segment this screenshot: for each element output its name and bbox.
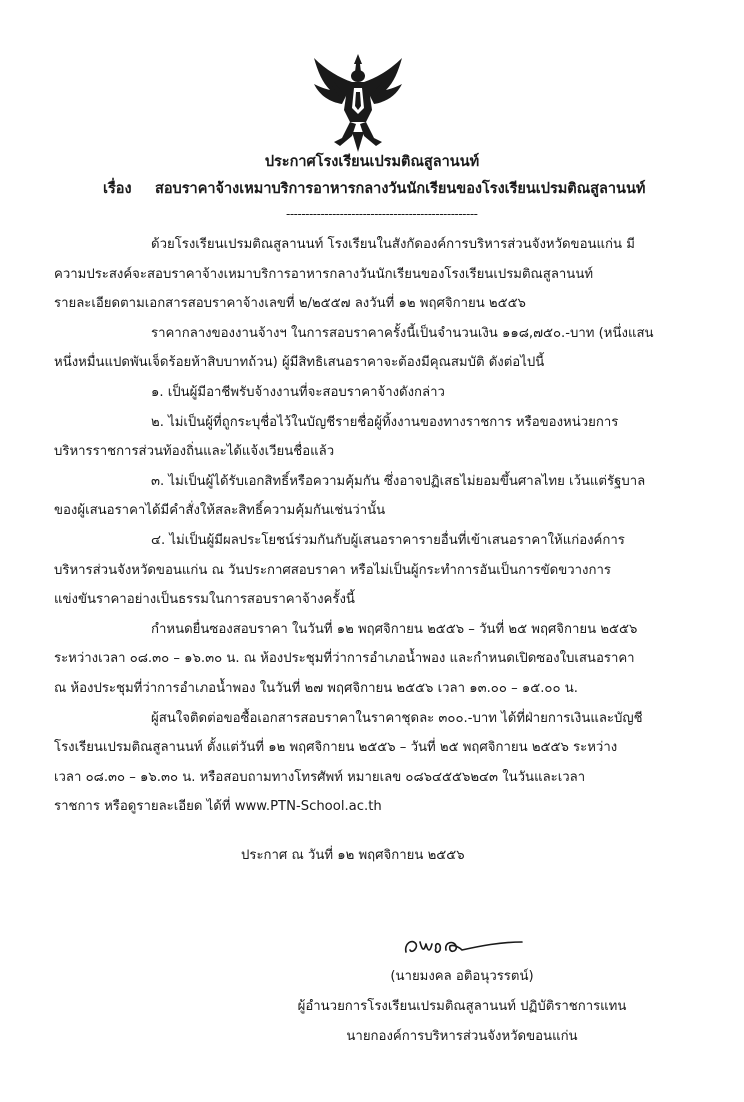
garuda-emblem-icon — [312, 52, 404, 152]
body-line: กำหนดยื่นซองสอบราคา ในวันที่ ๑๒ พฤศจิกายน ๒๕๕๖ – วันที่ ๒๕ พฤศจิกายน ๒๕๕๖ — [151, 621, 638, 637]
body-line: ราคากลางของงานจ้างฯ ในการสอบราคาครั้งนี้เป็นจำนวนเงิน ๑๑๘,๗๕๐.-บาท (หนึ่งแสน — [151, 325, 654, 341]
body-line: ความประสงค์จะสอบราคาจ้างเหมาบริการอาหารกลางวันนักเรียนของโรงเรียนเปรมติณสูลานนท์ — [54, 266, 594, 282]
body-line: ๓. ไม่เป็นผู้ได้รับเอกสิทธิ์หรือความคุ้มกัน ซึ่งอาจปฏิเสธไม่ยอมขึ้นศาลไทย เว้นแต่รัฐบาล — [151, 473, 646, 489]
body-line: แข่งขันราคาอย่างเป็นธรรมในการสอบราคาจ้างครั้งนี้ — [54, 592, 355, 608]
body-line: ด้วยโรงเรียนเปรมติณสูลานนท์ โรงเรียนในสังกัดองค์การบริหารส่วนจังหวัดขอนแก่น มี — [151, 237, 635, 252]
body-line: บริหารส่วนจังหวัดขอนแก่น ณ วันประกาศสอบราคา หรือไม่เป็นผู้กระทำการอันเป็นการขัดขวางการ — [54, 562, 611, 578]
body-line: หนึ่งหมื่นแปดพันเจ็ดร้อยห้าสิบบาทถ้วน) ผู้มีสิทธิเสนอราคาจะต้องมีคุณสมบัติ ดังต่อไปนี้ — [54, 355, 545, 371]
signer-title-2: นายกองค์การบริหารส่วนจังหวัดขอนแก่น — [346, 1029, 578, 1044]
announcement-date: ประกาศ ณ วันที่ ๑๒ พฤศจิกายน ๒๕๕๖ — [241, 848, 465, 863]
body-line: ณ ห้องประชุมที่ว่าการอำเภอน้ำพอง ในวันที่ ๒๗ พฤศจิกายน ๒๕๕๖ เวลา ๑๓.๐๐ – ๑๕.๐๐ น. — [54, 680, 578, 696]
document-body — [54, 230, 694, 822]
body-line: ราชการ หรือดูรายละเอียด ได้ที่ www.PTN-School.ac.th — [54, 799, 382, 815]
body-line: ผู้สนใจติดต่อขอซื้อเอกสารสอบราคาในราคาชุดละ ๓๐๐.-บาท ได้ที่ฝ่ายการเงินและบัญชี — [151, 710, 643, 726]
subject-label: เรื่อง — [103, 181, 132, 197]
signer-title-1: ผู้อำนวยการโรงเรียนเปรมติณสูลานนท์ ปฏิบัติราชการแทน — [297, 999, 627, 1014]
signature-block — [0, 962, 744, 1052]
body-line: เวลา ๐๘.๓๐ – ๑๖.๓๐ น. หรือสอบถามทางโทรศัพท์ หมายเลข ๐๘๖๔๕๕๖๒๔๓ ในวันและเวลา — [54, 769, 586, 785]
body-line: ๑. เป็นผู้มีอาชีพรับจ้างงานที่จะสอบราคาจ้างดังกล่าว — [151, 384, 445, 400]
body-line: ของผู้เสนอราคาได้มีคำสั่งให้สละสิทธิ์ความคุ้มกันเช่นว่านั้น — [54, 503, 386, 519]
signature-mark — [400, 930, 525, 962]
signer-name: (นายมงคล อติอนุวรรตน์) — [390, 969, 534, 984]
body-line: โรงเรียนเปรมติณสูลานนท์ ตั้งแต่วันที่ ๑๒ พฤศจิกายน ๒๕๕๖ – วันที่ ๒๕ พฤศจิกายน ๒๕๕๖ ระหว่าง — [54, 740, 618, 756]
document-title: ประกาศโรงเรียนเปรมติณสูลานนท์ — [264, 154, 480, 170]
body-line: รายละเอียดตามเอกสารสอบราคาจ้างเลขที่ ๒/๒๕๕๗ ลงวันที่ ๑๒ พฤศจิกายน ๒๕๕๖ — [54, 296, 526, 312]
body-line: ๔. ไม่เป็นผู้มีผลประโยชน์ร่วมกันกับผู้เสนอราคารายอื่นที่เข้าเสนอราคาให้แก่องค์การ — [151, 532, 625, 548]
document-subject — [103, 178, 723, 200]
subject-text: สอบราคาจ้างเหมาบริการอาหารกลางวันนักเรียนของโรงเรียนเปรมติณสูลานนท์ — [155, 181, 646, 197]
title-separator: -------------------------------------------------- — [286, 207, 478, 221]
body-line: ๒. ไม่เป็นผู้ที่ถูกระบุชื่อไว้ในบัญชีรายชื่อผู้ทิ้งงานของทางราชการ หรือของหน่วยการ — [151, 414, 619, 430]
body-line: ระหว่างเวลา ๐๘.๓๐ – ๑๖.๓๐ น. ณ ห้องประชุมที่ว่าการอำเภอน้ำพอง และกำหนดเปิดซองใบเสนอราคา — [54, 651, 635, 667]
body-line: บริหารราชการส่วนท้องถิ่นและได้แจ้งเวียนชื่อแล้ว — [54, 444, 335, 460]
